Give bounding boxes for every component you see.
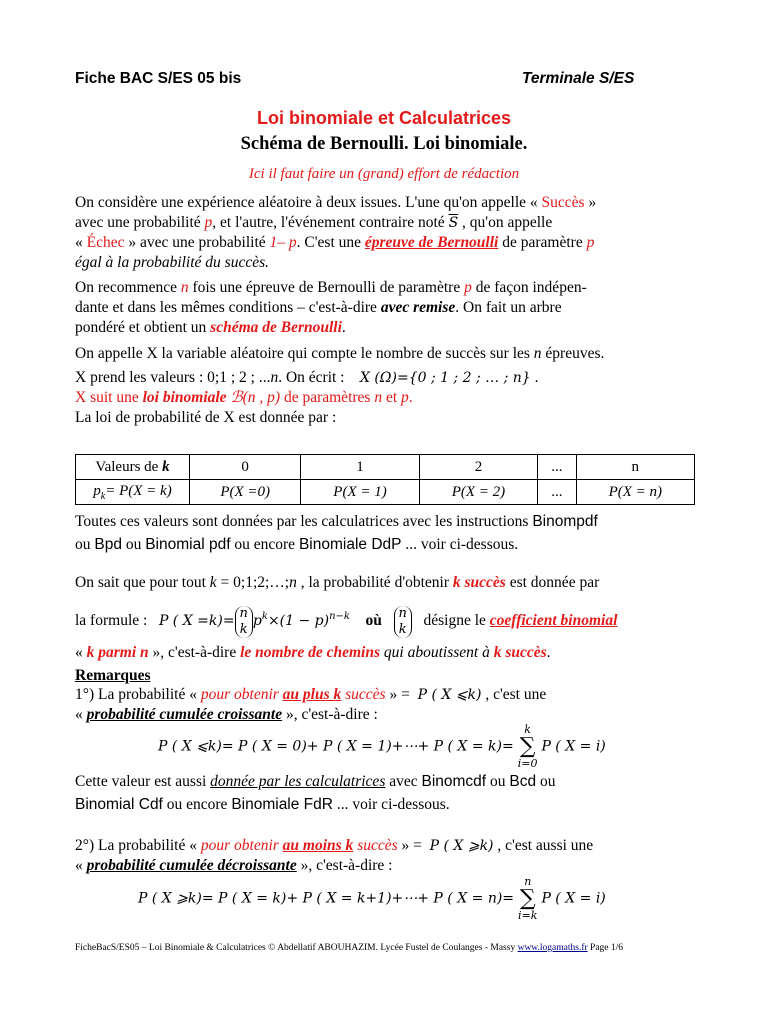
binomial-coefficient-2: n k xyxy=(394,606,412,638)
omega-equation: X (Ω)={0 ; 1 ; 2 ; … ; n} xyxy=(360,370,531,386)
table-cell: P(X = n) xyxy=(576,480,694,505)
table-row xyxy=(76,480,695,505)
table-cell: 1 xyxy=(301,455,419,480)
page-footer: FicheBacS/ES05 – Loi Binomiale & Calculatrices © Abdellatif ABOUHAZIM. Lycée Fustel de Coulanges - Massy www.logamaths.fr Page 1/6 xyxy=(75,943,624,953)
paragraph-calculators: Toutes ces valeurs sont données par les calculatrices avec les instructions Binompdf ou Bpd ou Binomial pdf ou encore Binomiale DdP ... voir ci-dessous. xyxy=(75,513,598,553)
page-title: Loi binomiale et Calculatrices xyxy=(256,108,512,128)
binomial-formula: P ( X =k)= xyxy=(158,613,235,630)
remark-1: 1°) La probabilité « pour obtenir au plus k succès » = P ( X ⩽k) , c'est une « probabilité cumulée croissante », c'est-à-dire : xyxy=(75,686,547,723)
paragraph-variable: On appelle X la variable aléatoire qui compte le nombre de succès sur les n épreuves. X prend les valeurs : 0;1 ; 2 ; ...n. On écrit : X (Ω)={0 ; 1 ; 2 ; … ; n} . X suit une loi binomiale ℬ(n , p) de paramètres n et p. La loi de probabilité de X est donnée par : xyxy=(75,345,605,426)
website-link[interactable]: www.logamaths.fr xyxy=(517,943,588,953)
table-row xyxy=(76,455,695,480)
header-right: Terminale S/ES xyxy=(522,70,635,87)
table-cell: P(X = 2) xyxy=(419,480,537,505)
page-note: Ici il faut faire un (grand) effort de rédaction xyxy=(248,166,520,182)
paragraph-formula: On sait que pour tout k = 0;1;2;…;n , la probabilité d'obtenir k succès est donnée par la formule : P ( X =k)=n k $p^k\times(1 - p)^{n-k}$ où n k désigne le coefficient binomial « k parmi n », c'est-à-dire le nombre de chemins qui aboutissent à k succès. xyxy=(75,574,618,662)
binomial-coefficient: n k xyxy=(235,606,253,638)
table-cell: Valeurs de k xyxy=(76,455,190,480)
header-left: Fiche BAC S/ES 05 bis xyxy=(75,70,242,87)
sum-symbol-2: n ∑ i=k xyxy=(518,875,538,922)
table-cell: 2 xyxy=(419,455,537,480)
table-cell: 0 xyxy=(190,455,301,480)
paragraph-bernoulli: On considère une expérience aléatoire à deux issues. L'une qu'on appelle « Succès » avec une probabilité p, et l'autre, l'événement contraire noté $\overline{S}$ , qu'on appelle « Échec » avec une probabilité 1– p. C'est une épreuve de Bernoulli de paramètre p égal à la probabilité du succès. xyxy=(75,194,597,271)
remark-2: 2°) La probabilité « pour obtenir au moins k succès » = P ( X ⩾k) , c'est aussi une « probabilité cumulée décroissante », c'est-à-dire : xyxy=(75,837,594,874)
table-cell: ... xyxy=(538,455,576,480)
remarks-title: Remarques xyxy=(75,667,151,684)
s-bar-symbol: $\overline{S}$ xyxy=(448,215,459,231)
page-subtitle: Schéma de Bernoulli. Loi binomiale. xyxy=(240,134,528,154)
table-cell: P(X = 1) xyxy=(301,480,419,505)
cumulative-formula-1: P ( X ⩽k)= P ( X = 0)+ P ( X = 1)+⋯+ P ( X = k)= k ∑ i=0 P ( X = i) xyxy=(158,723,606,770)
paragraph-schema: On recommence n fois une épreuve de Bernoulli de paramètre p de façon indépen- dante et dans les mêmes conditions – c'est-à-dire avec remise. On fait un arbre pondéré et obtient un schéma de Bernoulli. xyxy=(75,279,587,336)
probability-table xyxy=(75,454,695,505)
table-cell: P(X =0) xyxy=(190,480,301,505)
table-cell: $p_k= P(X = k)$ xyxy=(76,480,190,505)
sum-symbol: k ∑ i=0 xyxy=(517,723,538,770)
table-cell: ... xyxy=(538,480,576,505)
cumulative-formula-2: P ( X ⩾k)= P ( X = k)+ P ( X = k+1)+⋯+ P ( X = n)= n ∑ i=k P ( X = i) xyxy=(138,875,606,922)
table-cell: n xyxy=(576,455,694,480)
remark-1-calculators: Cette valeur est aussi donnée par les calculatrices avec Binomcdf ou Bcd ou Binomial Cdf ou encore Binomiale FdR ... voir ci-dessous. xyxy=(75,773,556,813)
